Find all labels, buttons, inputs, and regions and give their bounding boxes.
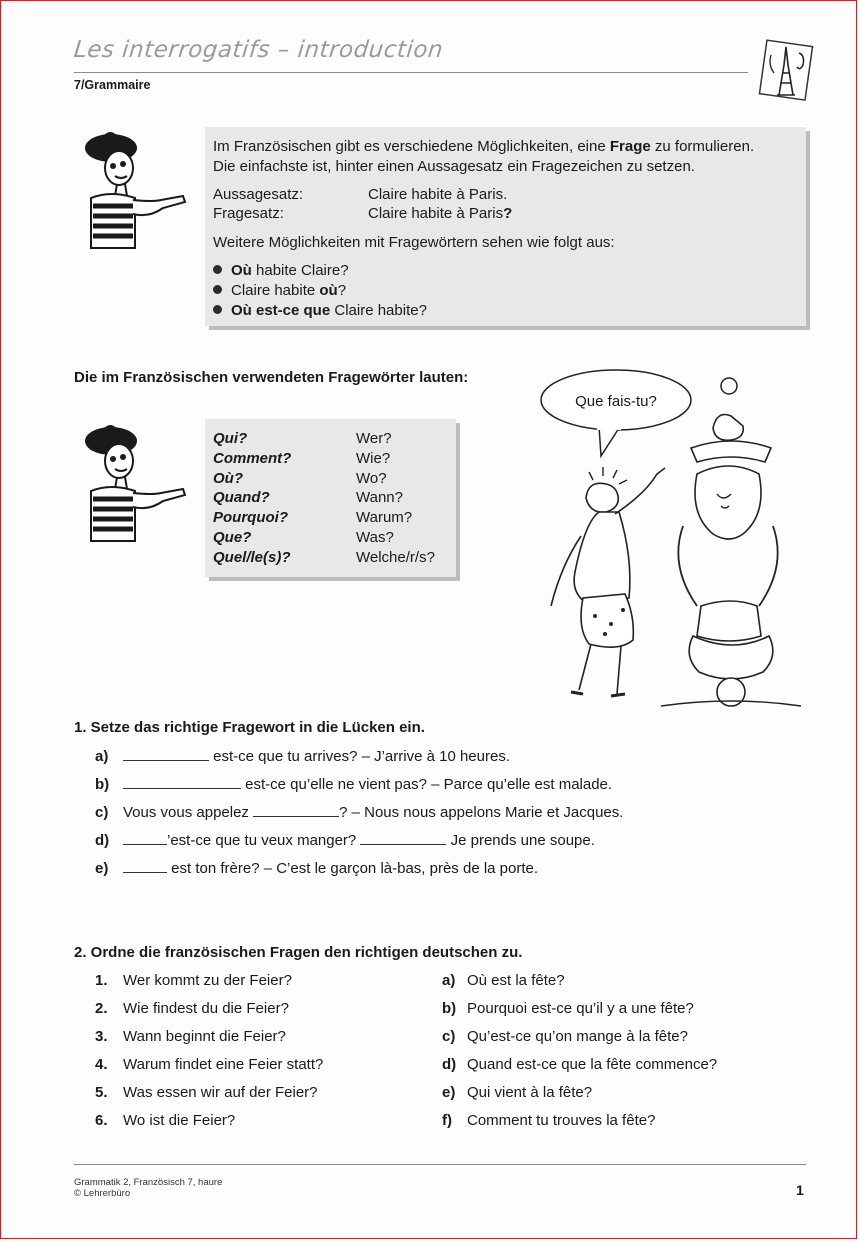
page-number: 1 bbox=[796, 1182, 804, 1198]
word-fr: Quand? bbox=[213, 489, 270, 506]
word-fr: Quel/le(s)? bbox=[213, 549, 291, 566]
answer-blank[interactable] bbox=[360, 831, 446, 845]
aussagesatz-value: Claire habite à Paris. bbox=[368, 186, 508, 203]
exercise-1-item-c: c) Vous vous appelez ? – Nous nous appelons Marie et Jacques. bbox=[95, 804, 624, 821]
footer-source: Grammatik 2, Französisch 7, haure bbox=[74, 1177, 223, 1188]
aussagesatz-label: Aussagesatz: bbox=[213, 186, 304, 203]
exercise-1-item-d: d) ’est-ce que tu veux manger? Je prends une soupe. bbox=[95, 832, 595, 849]
intro-line-2: Die einfachste ist, hinter einen Aussagesatz ein Fragezeichen zu setzen. bbox=[213, 158, 695, 175]
footer-copyright: © Lehrerbüro bbox=[74, 1188, 131, 1199]
bullet-icon bbox=[213, 305, 222, 314]
word-de: Welche/r/s? bbox=[356, 549, 435, 566]
page-title: Les interrogatifs – introduction bbox=[72, 37, 445, 63]
title-rule bbox=[74, 72, 748, 73]
word-fr: Que? bbox=[213, 529, 252, 546]
german-question: 2. Wie findest du die Feier? bbox=[95, 1000, 289, 1017]
bullet-icon bbox=[213, 285, 222, 294]
word-fr: Comment? bbox=[213, 450, 292, 467]
intro-line-3: Weitere Möglichkeiten mit Fragewörtern sehen wie folgt aus: bbox=[213, 234, 615, 251]
word-de: Wer? bbox=[356, 430, 392, 447]
french-question: f) Comment tu trouves la fête? bbox=[442, 1112, 656, 1129]
answer-blank[interactable] bbox=[123, 831, 167, 845]
french-question: e) Qui vient à la fête? bbox=[442, 1084, 593, 1101]
french-question: d) Quand est-ce que la fête commence? bbox=[442, 1056, 718, 1073]
speech-bubble-text: Que fais-tu? bbox=[575, 393, 657, 410]
exercise-1-item-e: e) est ton frère? – C’est le garçon là-bas, près de la porte. bbox=[95, 860, 539, 877]
german-question: 1. Wer kommt zu der Feier? bbox=[95, 972, 292, 989]
word-de: Wo? bbox=[356, 470, 387, 487]
mime-pointing-icon bbox=[79, 126, 189, 251]
bullet-icon bbox=[213, 265, 222, 274]
french-question: c) Qu’est-ce qu’on mange à la fête? bbox=[442, 1028, 688, 1045]
word-fr: Qui? bbox=[213, 430, 248, 447]
answer-blank[interactable] bbox=[123, 747, 209, 761]
exercise-1-item-b: b) est-ce qu’elle ne vient pas? – Parce qu’elle est malade. bbox=[95, 776, 613, 793]
juggler-illustration bbox=[511, 366, 811, 721]
word-de: Warum? bbox=[356, 509, 413, 526]
word-de: Wann? bbox=[356, 489, 403, 506]
answer-blank[interactable] bbox=[123, 775, 241, 789]
exercise-1-heading: 1. Setze das richtige Fragewort in die Lücken ein. bbox=[74, 719, 425, 736]
exercise-2-heading: 2. Ordne die französischen Fragen den richtigen deutschen zu. bbox=[74, 944, 523, 961]
footer-rule bbox=[74, 1164, 806, 1165]
footer bbox=[74, 1177, 222, 1199]
eiffel-tower-icon bbox=[755, 35, 815, 105]
question-words-heading: Die im Französischen verwendeten Fragewörter lauten: bbox=[74, 369, 469, 386]
answer-blank[interactable] bbox=[123, 859, 167, 873]
mime-pointing-icon bbox=[79, 419, 189, 544]
german-question: 4. Warum findet eine Feier statt? bbox=[95, 1056, 324, 1073]
german-question: 5. Was essen wir auf der Feier? bbox=[95, 1084, 318, 1101]
word-de: Wie? bbox=[356, 450, 391, 467]
exercise-1-item-a: a) est-ce que tu arrives? – J’arrive à 10 heures. bbox=[95, 748, 510, 765]
intro-line-1: Im Französischen gibt es verschiedene Möglichkeiten, eine Frage zu formulieren. bbox=[213, 138, 755, 155]
bullet-item-2: Claire habite où? bbox=[213, 281, 346, 300]
german-question: 6. Wo ist die Feier? bbox=[95, 1112, 236, 1129]
fragesatz-label: Fragesatz: bbox=[213, 205, 284, 222]
french-question: a) Où est la fête? bbox=[442, 972, 565, 989]
word-de: Was? bbox=[356, 529, 394, 546]
word-fr: Pourquoi? bbox=[213, 509, 288, 526]
section-tag: 7/Grammaire bbox=[74, 78, 151, 92]
french-question: b) Pourquoi est-ce qu’il y a une fête? bbox=[442, 1000, 694, 1017]
bullet-item-3: Où est-ce que Claire habite? bbox=[213, 301, 427, 320]
german-question: 3. Wann beginnt die Feier? bbox=[95, 1028, 286, 1045]
fragesatz-value: Claire habite à Paris? bbox=[368, 205, 513, 222]
word-fr: Où? bbox=[213, 470, 243, 487]
answer-blank[interactable] bbox=[253, 803, 339, 817]
bullet-item-1: Où habite Claire? bbox=[213, 261, 349, 280]
